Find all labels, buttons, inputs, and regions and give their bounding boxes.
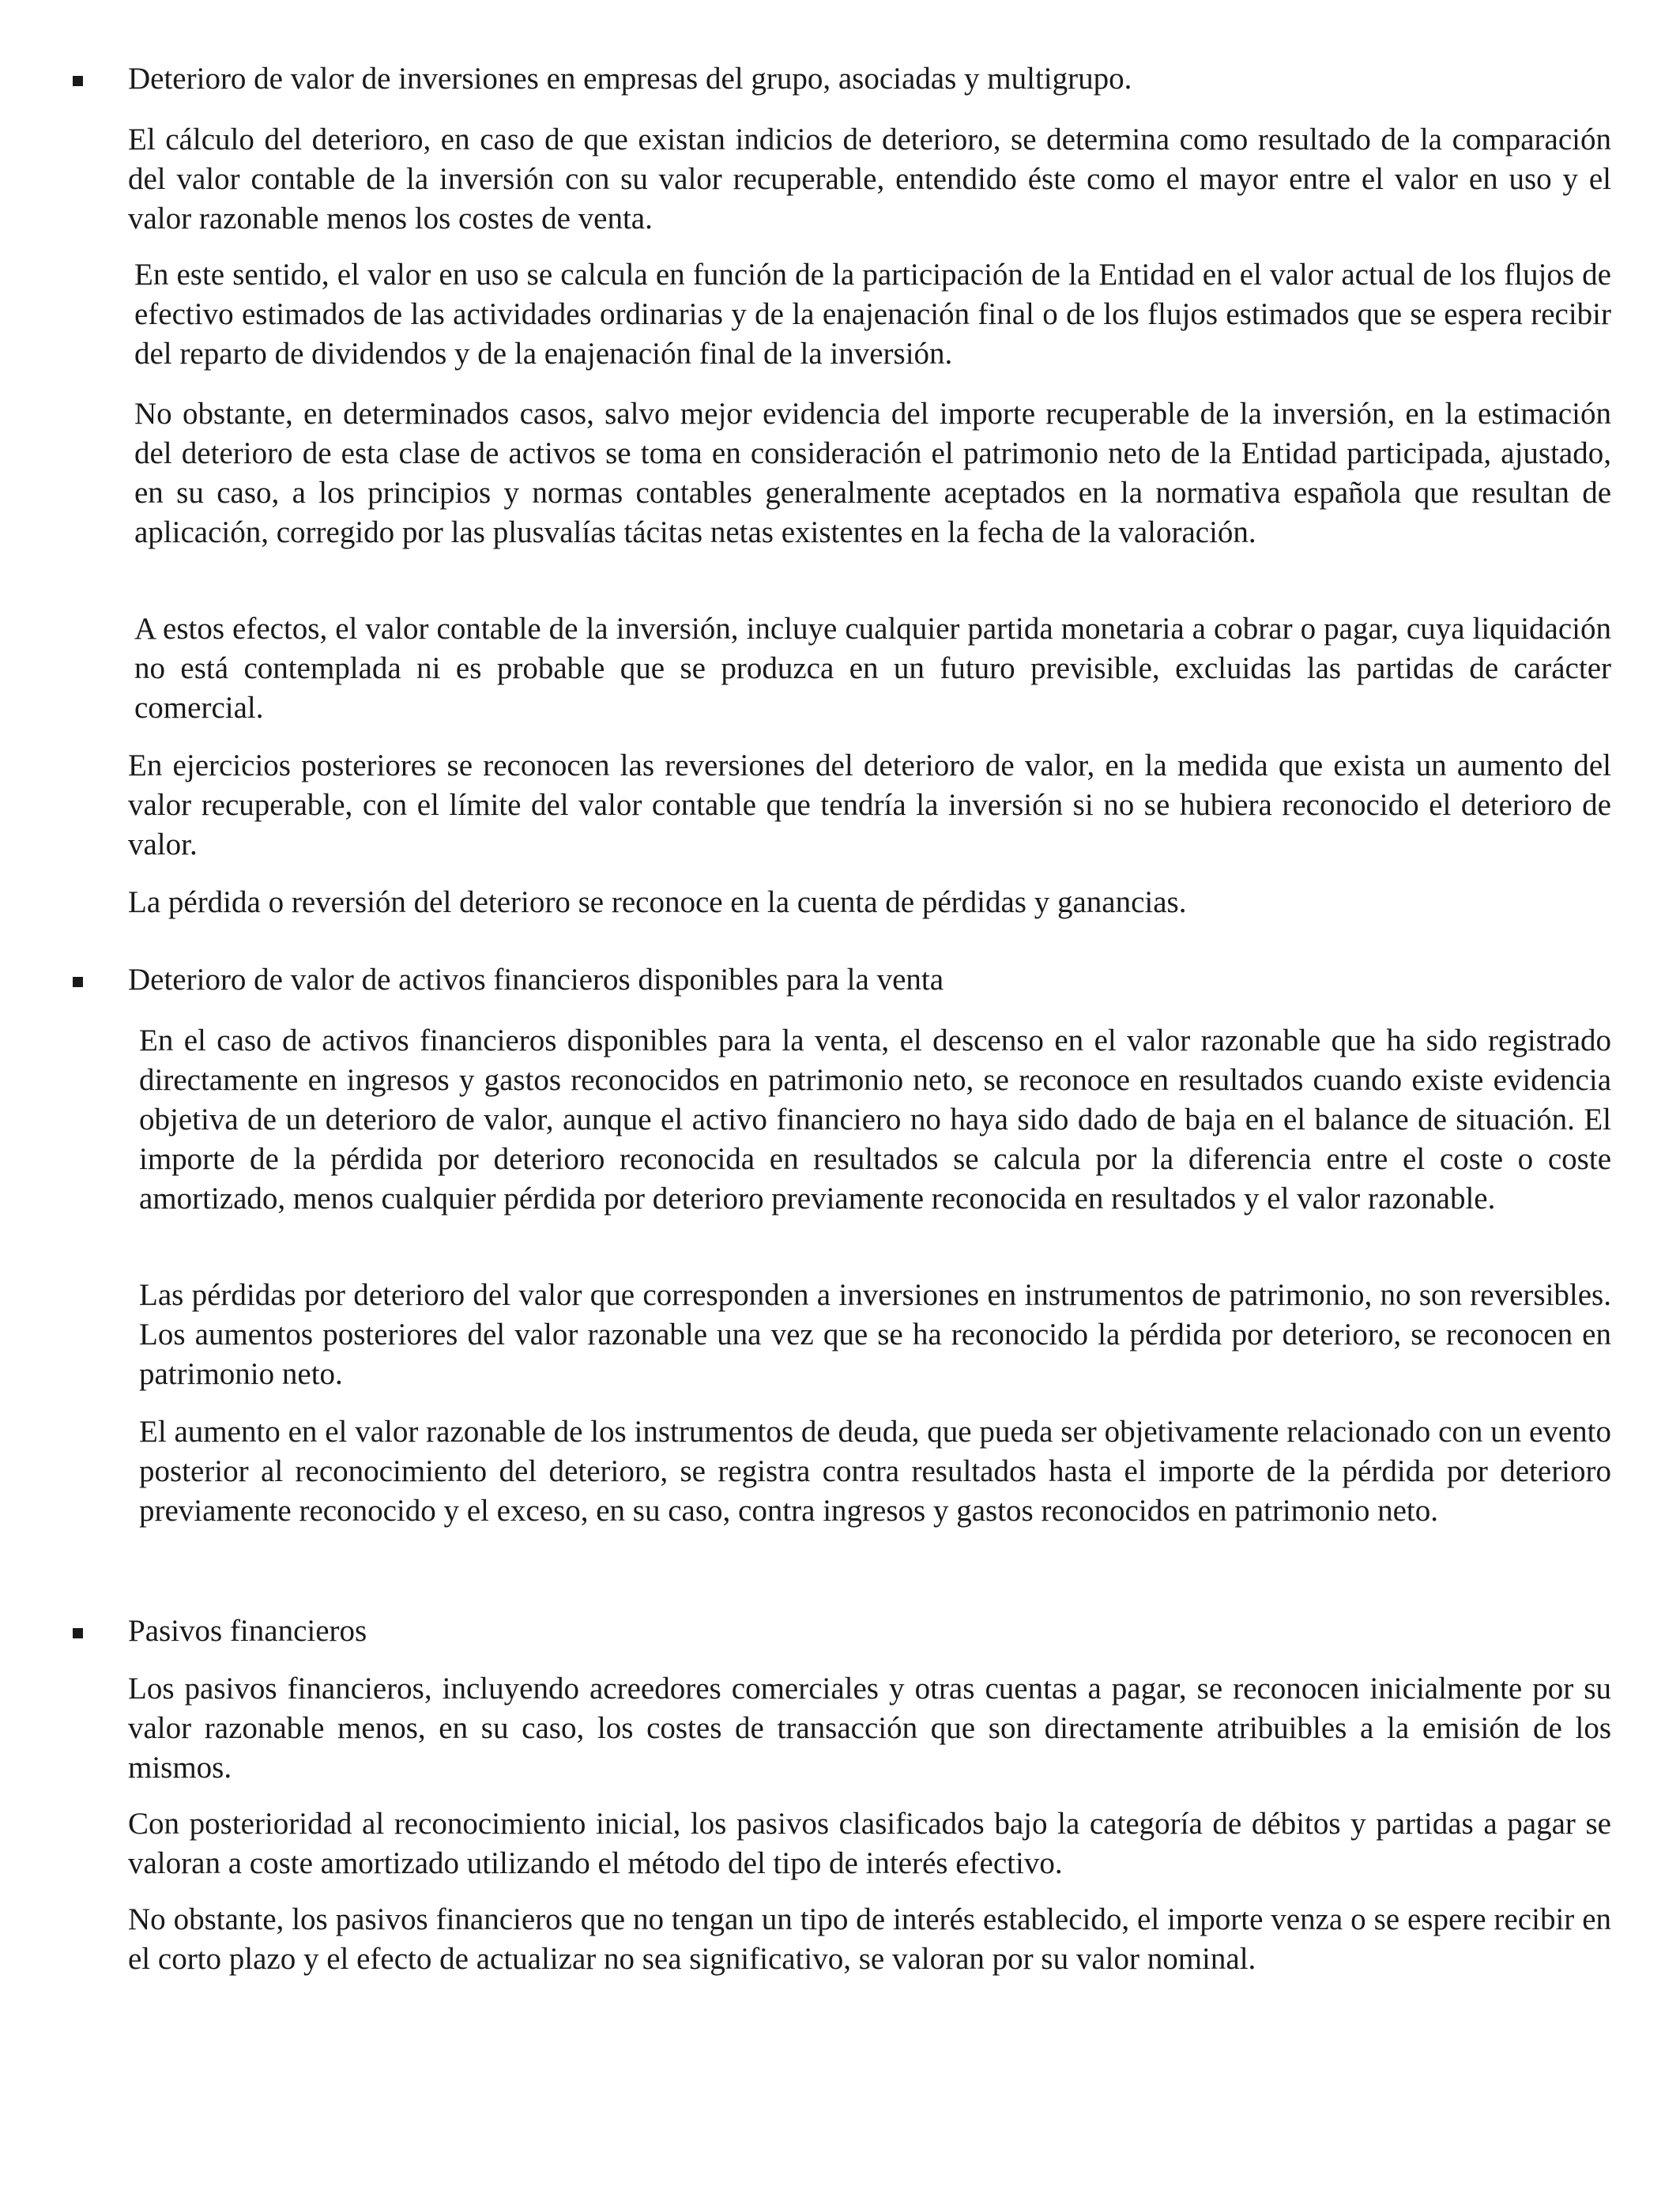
- paragraph: El cálculo del deterioro, en caso de que existan indicios de deterioro, se determina como resultado de la comparación del valor contable de la inversión con su valor recuperable, entendido éste como el mayor entre el valor en uso y el valor razonable menos los costes de venta.: [128, 123, 1611, 236]
- paragraph: En el caso de activos financieros disponibles para la venta, el descenso en el valor razonable que ha sido registrado directamente en ingresos y gastos reconocidos en patrimonio neto, se reconoce en resultados cuando existe evidencia objetiva de un deterioro de valor, aunque el activo financiero no haya sido dado de baja en el balance de situación. El importe de la pérdida por deterioro reconocida en resultados se calcula por la diferencia entre el coste o coste amortizado, menos cualquier pérdida por deterioro previamente reconocida en resultados y el valor razonable.: [139, 1023, 1611, 1216]
- square-bullet-icon: [73, 76, 83, 86]
- section-pasivos-financieros: [0, 1608, 1680, 1655]
- section-heading-row: [0, 956, 1680, 1004]
- paragraph: A estos efectos, el valor contable de la inversión, incluye cualquier partida monetaria a cobrar o pagar, cuya liquidación no está contemplada ni es probable que se produzca en un futuro previsible, excluidas las partidas de carácter comercial.: [134, 612, 1611, 725]
- section-heading-row: [0, 1608, 1680, 1655]
- paragraph: Con posterioridad al reconocimiento inicial, los pasivos clasificados bajo la categoría de débitos y partidas a pagar se valoran a coste amortizado utilizando el método del tipo de interés efectivo.: [128, 1807, 1611, 1880]
- section-heading: Deterioro de valor de inversiones en empresas del grupo, asociadas y multigrupo.: [128, 62, 1132, 96]
- square-bullet-icon: [73, 977, 83, 987]
- paragraph: No obstante, los pasivos financieros que no tengan un tipo de interés establecido, el importe venza o se espere recibir en el corto plazo y el efecto de actualizar no sea significativo, se valoran por su valor nominal.: [128, 1902, 1611, 1976]
- section-activos-disponibles-venta: [0, 956, 1680, 1004]
- square-bullet-icon: [73, 1628, 83, 1638]
- paragraph: La pérdida o reversión del deterioro se reconoce en la cuenta de pérdidas y ganancias.: [128, 885, 1187, 919]
- section-inversiones-grupo: [0, 55, 1680, 103]
- paragraph: Los pasivos financieros, incluyendo acreedores comerciales y otras cuentas a pagar, se reconocen inicialmente por su valor razonable menos, en su caso, los costes de transacción que son directamente atribuibles a la emisión de los mismos.: [128, 1672, 1611, 1785]
- paragraph: En este sentido, el valor en uso se calcula en función de la participación de la Entidad en el valor actual de los flujos de efectivo estimados de las actividades ordinarias y de la enajenación final o de los flujos estimados que se espera recibir del reparto de dividendos y de la enajenación final de la inversión.: [134, 258, 1611, 371]
- section-heading-row: [0, 55, 1680, 103]
- paragraph: En ejercicios posteriores se reconocen las reversiones del deterioro de valor, en la medida que exista un aumento del valor recuperable, con el límite del valor contable que tendría la inversión si no se hubiera reconocido el deterioro de valor.: [128, 748, 1611, 861]
- paragraph: No obstante, en determinados casos, salvo mejor evidencia del importe recuperable de la inversión, en la estimación del deterioro de esta clase de activos se toma en consideración el patrimonio neto de la Entidad participada, ajustado, en su caso, a los principios y normas contables generalmente aceptados en la normativa española que resultan de aplicación, corregido por las plusvalías tácitas netas existentes en la fecha de la valoración.: [134, 397, 1611, 549]
- paragraph: Las pérdidas por deterioro del valor que corresponden a inversiones en instrumentos de patrimonio, no son reversibles. Los aumentos posteriores del valor razonable una vez que se ha reconocido la pérdida por deterioro, se reconocen en patrimonio neto.: [139, 1278, 1611, 1391]
- section-heading: Deterioro de valor de activos financieros disponibles para la venta: [128, 963, 944, 997]
- paragraph: El aumento en el valor razonable de los instrumentos de deuda, que pueda ser objetivamente relacionado con un evento posterior al reconocimiento del deterioro, se registra contra resultados hasta el importe de la pérdida por deterioro previamente reconocido y el exceso, en su caso, contra ingresos y gastos reconocidos en patrimonio neto.: [139, 1415, 1611, 1528]
- section-heading: Pasivos financieros: [128, 1614, 367, 1648]
